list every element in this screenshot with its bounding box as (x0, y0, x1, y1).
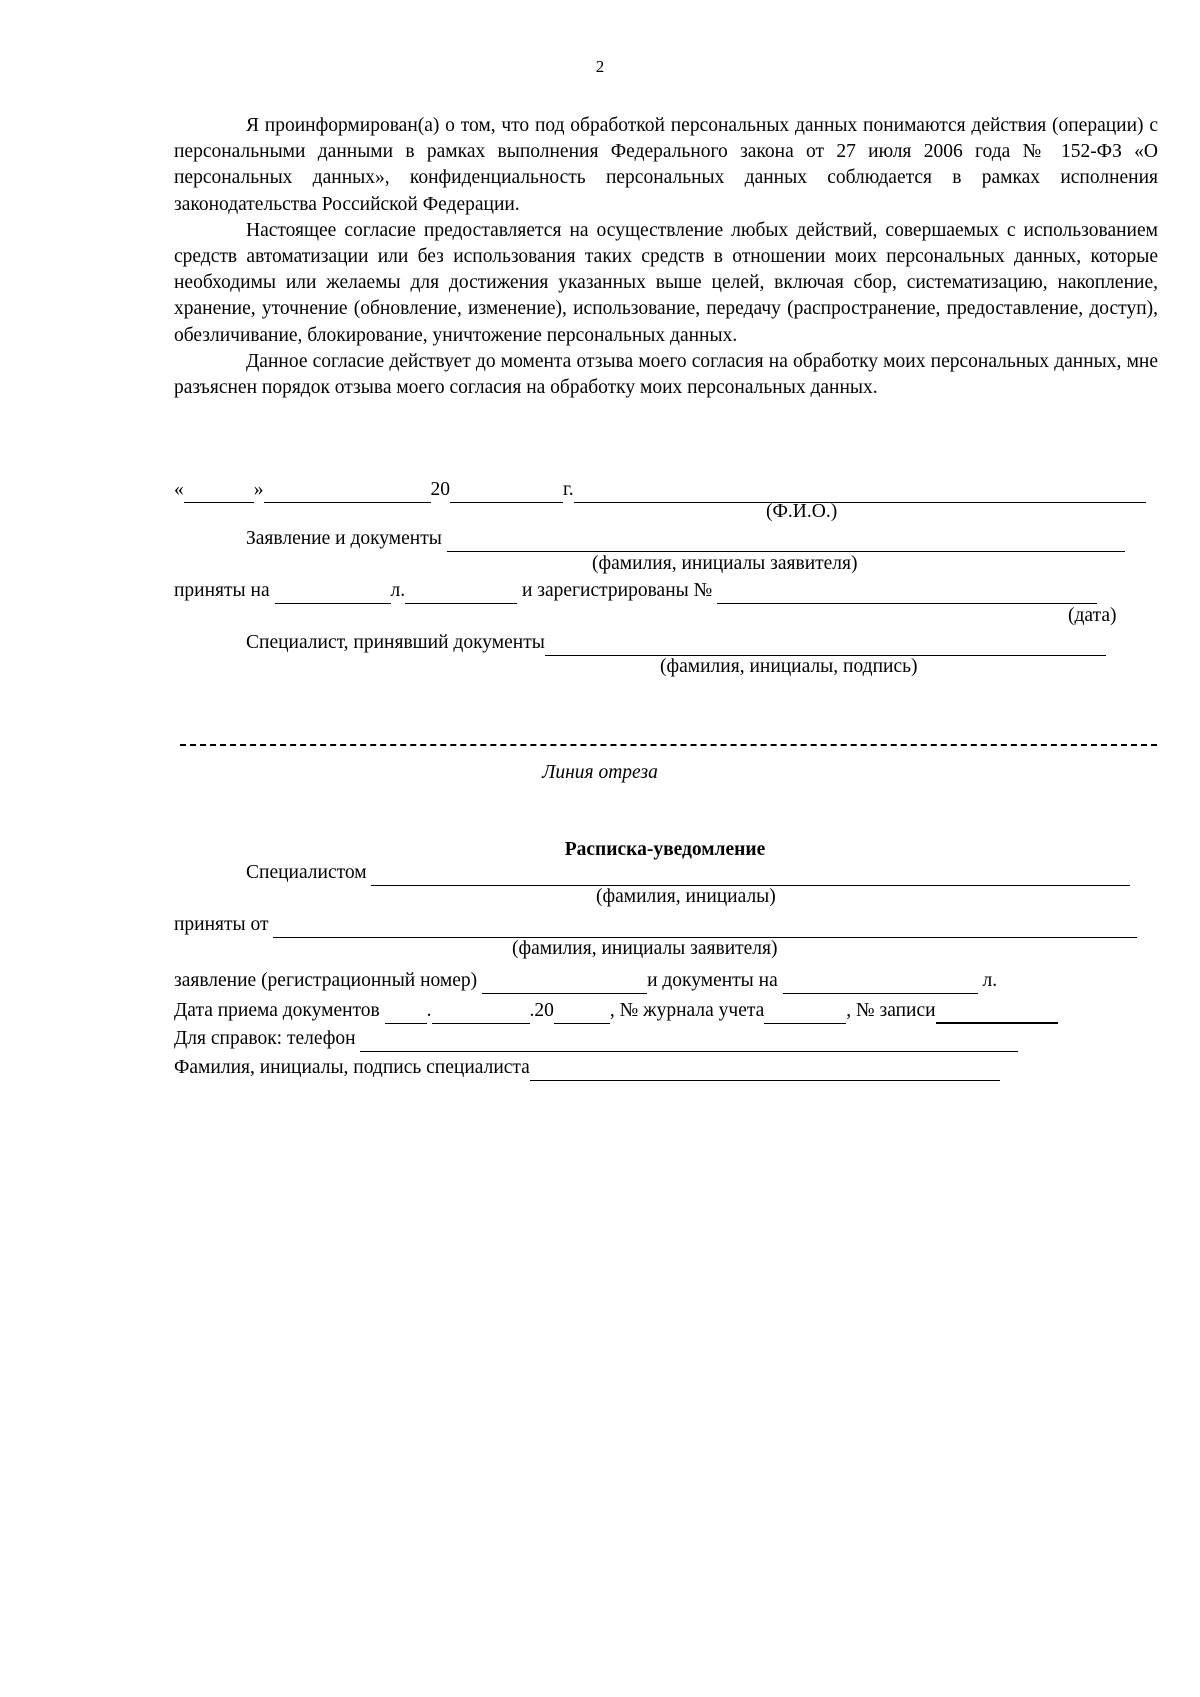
accepted-from-line (174, 912, 1137, 938)
phone-label: Для справок: телефон (174, 1028, 356, 1049)
signature-blank[interactable] (530, 1059, 1000, 1081)
specialist-label: Специалист, принявший документы (246, 632, 545, 653)
sheets-count-blank[interactable] (275, 582, 391, 604)
specialist-signature-blank[interactable] (545, 634, 1106, 656)
by-specialist-label: Специалистом (246, 862, 367, 883)
date-caption: (дата) (1068, 605, 1117, 626)
date-fio-line (174, 477, 1146, 503)
received-year-prefix: .20 (529, 1000, 554, 1021)
statement-number-blank[interactable] (482, 972, 647, 994)
received-day-blank[interactable] (385, 1002, 427, 1024)
cut-line (180, 744, 1157, 746)
applicant-caption: (фамилия, инициалы заявителя) (592, 553, 858, 574)
documents-on-label: и документы на (647, 970, 778, 991)
date-open-quote: « (174, 479, 184, 500)
sheets-label: л. (390, 580, 406, 601)
receipt-specialist-blank[interactable] (371, 864, 1130, 886)
receipt-title: Расписка-уведомление (564, 839, 766, 860)
consent-text (174, 113, 1158, 401)
day-blank[interactable] (184, 481, 254, 503)
received-month-blank[interactable] (432, 1002, 530, 1024)
month-blank[interactable] (264, 481, 431, 503)
year-prefix: 20 (430, 479, 450, 500)
receipt-applicant-caption: (фамилия, инициалы заявителя) (512, 938, 778, 959)
phone-blank[interactable] (360, 1030, 1018, 1052)
accepted-from-blank[interactable] (273, 916, 1137, 938)
signature-line (174, 1055, 1000, 1081)
paragraph-informed: Я проинформирован(а) о том, что под обработкой персональных данных понимаются действия (операции) с персональными данными в рамках выполнения Федерального закона от 27 июля 2006 года № 152-ФЗ «О персональных данных», конфиденциальность персональных данных соблюдается в рамках исполнения законодательства Российской Федерации. (174, 115, 1158, 215)
accepted-on-label: приняты на (174, 580, 270, 601)
documents-sheets-blank[interactable] (783, 972, 978, 994)
fio-blank[interactable] (574, 481, 1146, 503)
receipt-sheets-label: л. (982, 970, 998, 991)
record-label: , № записи (846, 1000, 936, 1021)
registered-label: и зарегистрированы № (521, 580, 713, 601)
applicant-name-blank[interactable] (447, 530, 1125, 552)
received-date-dot: . (426, 1000, 432, 1021)
application-line (246, 526, 1125, 552)
year-blank[interactable] (450, 481, 563, 503)
journal-label: , № журнала учета (609, 1000, 765, 1021)
application-label: Заявление и документы (246, 528, 442, 549)
registration-number-blank[interactable] (717, 582, 1097, 604)
record-number-blank[interactable] (936, 1001, 1058, 1024)
fio-caption: (Ф.И.О.) (766, 501, 838, 522)
date-received-label: Дата приема документов (174, 1000, 380, 1021)
accepted-from-label: приняты от (174, 914, 269, 935)
receipt-specialist-caption: (фамилия, инициалы) (596, 886, 776, 907)
statement-label: заявление (регистрационный номер) (174, 970, 478, 991)
paragraph-consent-validity: Данное согласие действует до момента отзыва моего согласия на обработку моих персональных данных, мне разъяснен порядок отзыва моего согласия на обработку моих персональных данных. (174, 350, 1158, 399)
year-suffix: г. (563, 479, 574, 500)
date-close-quote: » (253, 479, 264, 500)
accepted-line (174, 578, 1097, 604)
paragraph-consent-scope: Настоящее согласие предоставляется на осуществление любых действий, совершаемых с использованием средств автоматизации или без использования таких средств в отношении моих персональных данных, которые необходимы или желаемы для достижения указанных выше целей, включая сбор, систематизацию, накопление, хранение, уточнение (обновление, изменение), использование, передачу (распространение, предоставление, доступ), обезличивание, блокирование, уничтожение персональных данных. (174, 219, 1158, 346)
sheets-extra-blank[interactable] (405, 582, 517, 604)
signature-label: Фамилия, инициалы, подпись специалиста (174, 1057, 530, 1078)
cut-line-caption: Линия отреза (542, 762, 658, 783)
date-received-line (174, 998, 1058, 1024)
specialist-line (246, 630, 1106, 656)
specialist-caption: (фамилия, инициалы, подпись) (660, 656, 918, 677)
receipt-specialist-line (246, 860, 1130, 886)
received-year-blank[interactable] (554, 1002, 610, 1024)
page-number: 2 (595, 57, 605, 76)
statement-line (174, 968, 997, 994)
phone-line (174, 1026, 1018, 1052)
journal-number-blank[interactable] (764, 1002, 846, 1024)
